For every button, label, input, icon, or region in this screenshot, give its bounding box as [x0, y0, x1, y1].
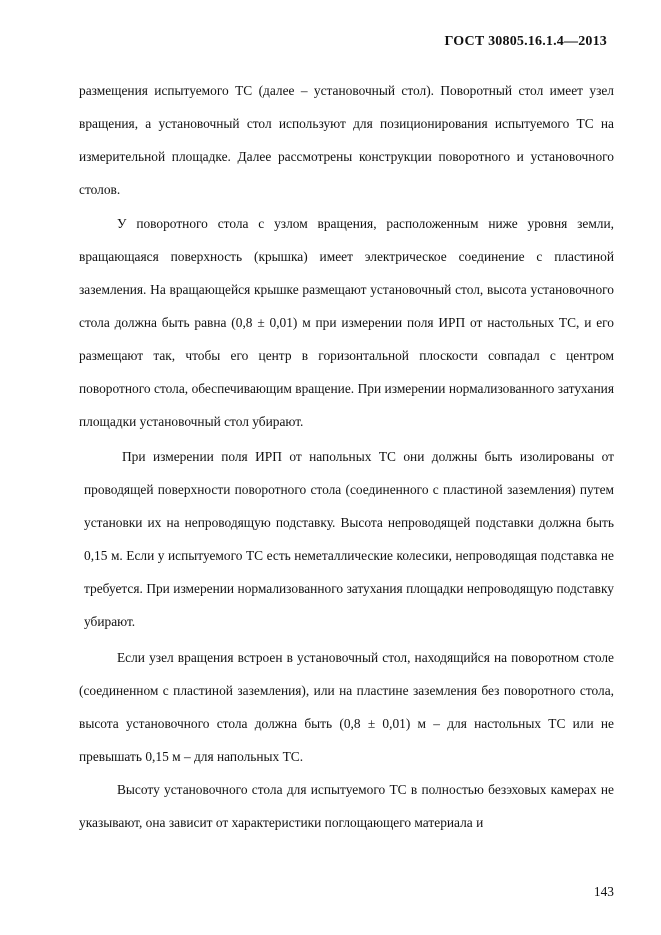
paragraph-turntable-intro: [79, 74, 614, 206]
paragraph-text: Высоту установочного стола для испытуемого ТС в полностью безэховых камерах не указывают, она зависит от характеристики поглощающего материала и: [79, 782, 614, 830]
paragraph-anechoic-chambers: [79, 773, 614, 839]
paragraph-text: размещения испытуемого ТС (далее – установочный стол). Поворотный стол имеет узел вращения, а установочный стол используют для позиционирования испытуемого ТС на измерительной площадке. Далее рассмотрены конструкции поворотного и установочного столов.: [79, 83, 614, 197]
paragraph-turntable-below-ground: [79, 207, 614, 438]
document-header: ГОСТ 30805.16.1.4—2013: [444, 34, 607, 49]
paragraph-floor-standing-equipment: [84, 440, 614, 638]
page-number: 143: [593, 884, 614, 899]
paragraph-text: При измерении поля ИРП от напольных ТС они должны быть изолированы от проводящей поверхности поворотного стола (соединенного с пластиной заземления) путем установки их на непроводящую подставку. Высота непроводящей подставки должна быть 0,15 м. Если у испытуемого ТС есть неметаллические колесики, непроводящая подставка не требуется. При измерении нормализованного затухания площадки непроводящую подставку убирают.: [84, 449, 614, 629]
paragraph-rotation-in-table: [79, 641, 614, 773]
paragraph-text: Если узел вращения встроен в установочный стол, находящийся на поворотном столе (соединенном с пластиной заземления), или на пластине заземления без поворотного стола, высота установочного стола должна быть (0,8 ± 0,01) м – для настольных ТС или не превышать 0,15 м – для напольных ТС.: [79, 650, 614, 764]
paragraph-text: У поворотного стола с узлом вращения, расположенным ниже уровня земли, вращающаяся поверхность (крышка) имеет электрическое соединение с пластиной заземления. На вращающейся крышке размещают установочный стол, высота установочного стола должна быть равна (0,8 ± 0,01) м при измерении поля ИРП от настольных ТС, и его размещают так, чтобы его центр в горизонтальной плоскости совпадал с центром поворотного стола, обеспечивающим вращение. При измерении нормализованного затухания площадки установочный стол убирают.: [79, 216, 614, 429]
